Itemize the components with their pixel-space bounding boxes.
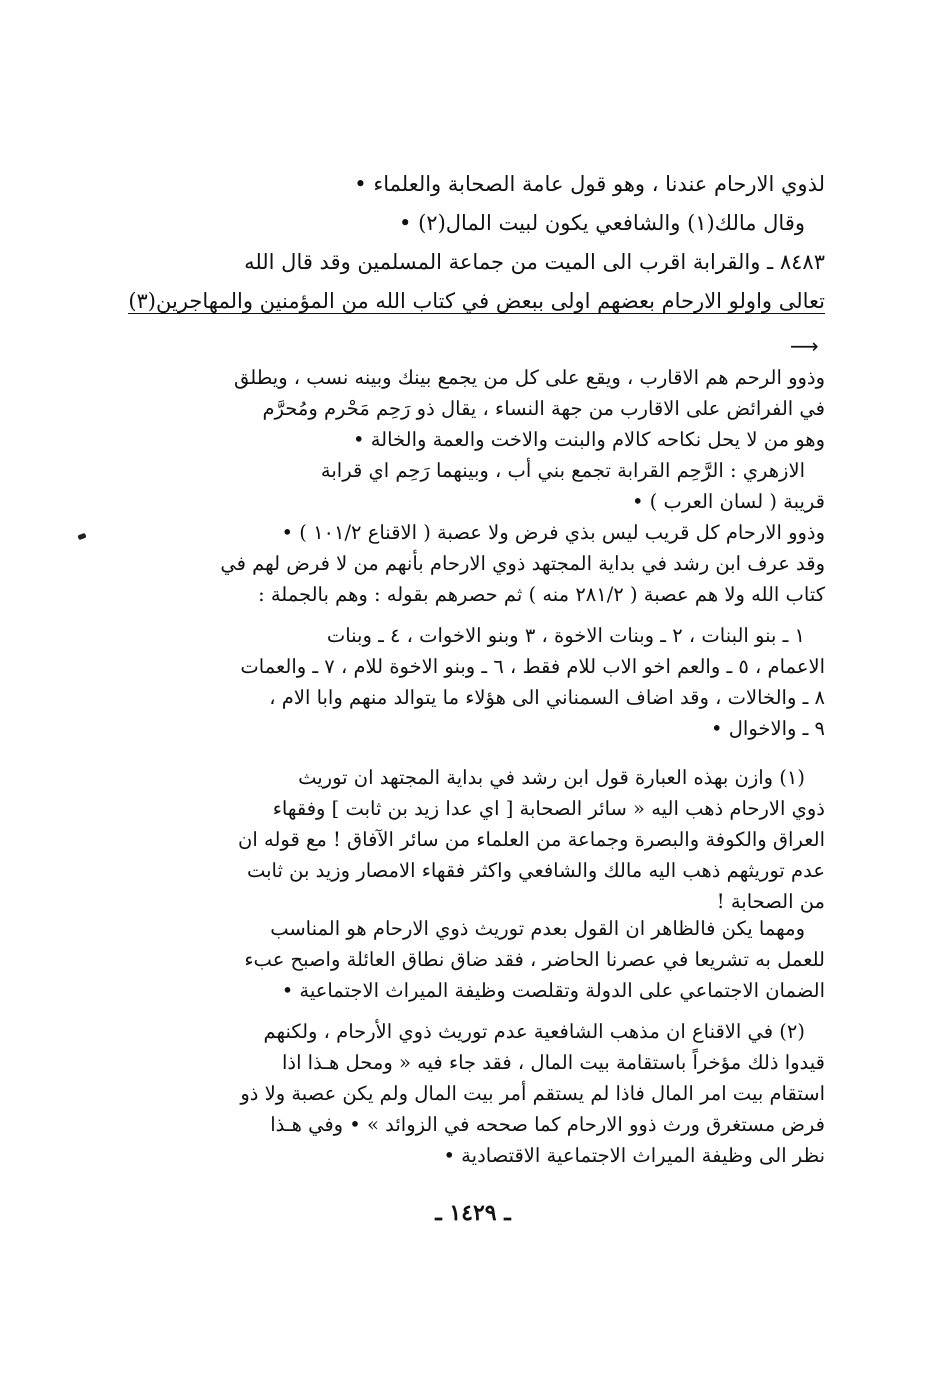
list-item: ٩ ـ والاخوال • [711,717,825,740]
footnote-continuation [125,362,825,610]
ink-speck [77,533,86,540]
list-item: ١ ـ بنو البنات ، ٢ ـ وبنات الاخوة ، ٣ وبنو الاخوات ، ٤ ـ وبنات [326,624,805,647]
heirs-list [125,620,825,744]
quran-verse: تعالى واولو الارحام بعضهم اولى ببعض في كتاب الله من المؤمنين والمهاجرين(٣) [128,289,825,313]
footnote-line: كتاب الله ولا هم عصبة ( ٢٨١/٢ منه ) ثم حصرهم بقوله : وهم بالجملة : [258,583,825,606]
page-number: ـ ١٤٢٩ ـ [435,1200,511,1226]
footnote-line: الضمان الاجتماعي على الدولة وتقلصت وظيفة الميراث الاجتماعية • [281,979,825,1002]
footnote-line: فرض مستغرق ورث ذوو الارحام كما صححه في الزوائد » • وفي هـذا [270,1113,825,1136]
footnote-2 [125,1016,825,1171]
footnote-line: (١) وازن بهذه العبارة قول ابن رشد في بداية المجتهد ان توريث [298,766,805,789]
footnote-line: الازهري : الرَّحِم القرابة تجمع بني أب ، وبينهما رَحِم اي قرابة [320,459,805,482]
footnote-line: وذوو الارحام كل قريب ليس بذي فرض ولا عصبة ( الاقناع ١٠١/٢ ) • [281,521,825,544]
footnote-line: وهو من لا يحل نكاحه كالام والبنت والاخت والعمة والخالة • [353,428,825,451]
main-line-4 [125,282,825,321]
main-text [125,165,825,321]
footnote-1-continued [125,913,825,1006]
footnote-line: (٢) في الاقناع ان مذهب الشافعية عدم توريث ذوي الأرحام ، ولكنهم [263,1020,805,1043]
footnote-line: ذوي الارحام ذهب اليه « سائر الصحابة [ اي عدا زيد بن ثابت ] وفقهاء [272,797,825,820]
main-line-2: وقال مالك(١) والشافعي يكون لبيت المال(٢) • [399,211,805,235]
footnote-line: وذوو الرحم هم الاقارب ، ويقع على كل من يجمع بينك وبينه نسب ، ويطلق [234,366,825,389]
list-item: ٨ ـ والخالات ، وقد اضاف السمناني الى هؤلاء ما يتوالد منهم وابا الام ، [269,686,825,709]
footnote-line: قريبة ( لسان العرب ) • [631,490,825,513]
footnote-line: نظر الى وظيفة الميراث الاجتماعية الاقتصادية • [443,1144,825,1167]
footnote-line: ومهما يكن فالظاهر ان القول بعدم توريث ذوي الارحام هو المناسب [270,917,805,940]
footnote-line: في الفرائض على الاقارب من جهة النساء ، يقال ذو رَحِم مَحْرم ومُحرَّم [262,397,825,420]
footnote-1 [125,762,825,917]
continuation-arrow-icon: ⟶ [790,334,819,358]
list-item: الاعمام ، ٥ ـ والعم اخو الاب للام فقط ، ٦ ـ وبنو الاخوة للام ، ٧ ـ والعمات [240,655,825,678]
main-line-1: لذوي الارحام عندنا ، وهو قول عامة الصحابة والعلماء • [354,172,825,196]
footnote-line: من الصحابة ! [716,890,825,913]
footnote-line: استقام بيت امر المال فاذا لم يستقم أمر بيت المال ولم يكن عصبة ولا ذو [240,1082,825,1105]
footnote-line: عدم توريثهم ذهب اليه مالك والشافعي واكثر فقهاء الامصار وزيد بن ثابت [246,859,825,882]
main-line-3: ٨٤٨٣ ـ والقرابة اقرب الى الميت من جماعة المسلمين وقد قال الله [244,250,825,274]
footnote-line: العراق والكوفة والبصرة وجماعة من العلماء من سائر الآفاق ! مع قوله ان [238,828,825,851]
footnote-line: وقد عرف ابن رشد في بداية المجتهد ذوي الارحام بأنهم من لا فرض لهم في [220,552,825,575]
footnote-line: قيدوا ذلك مؤخراً باستقامة بيت المال ، فقد جاء فيه « ومحل هـذا اذا [281,1051,825,1074]
footnote-line: للعمل به تشريعا في عصرنا الحاضر ، فقد ضاق نطاق العائلة واصبح عبء [244,948,825,971]
